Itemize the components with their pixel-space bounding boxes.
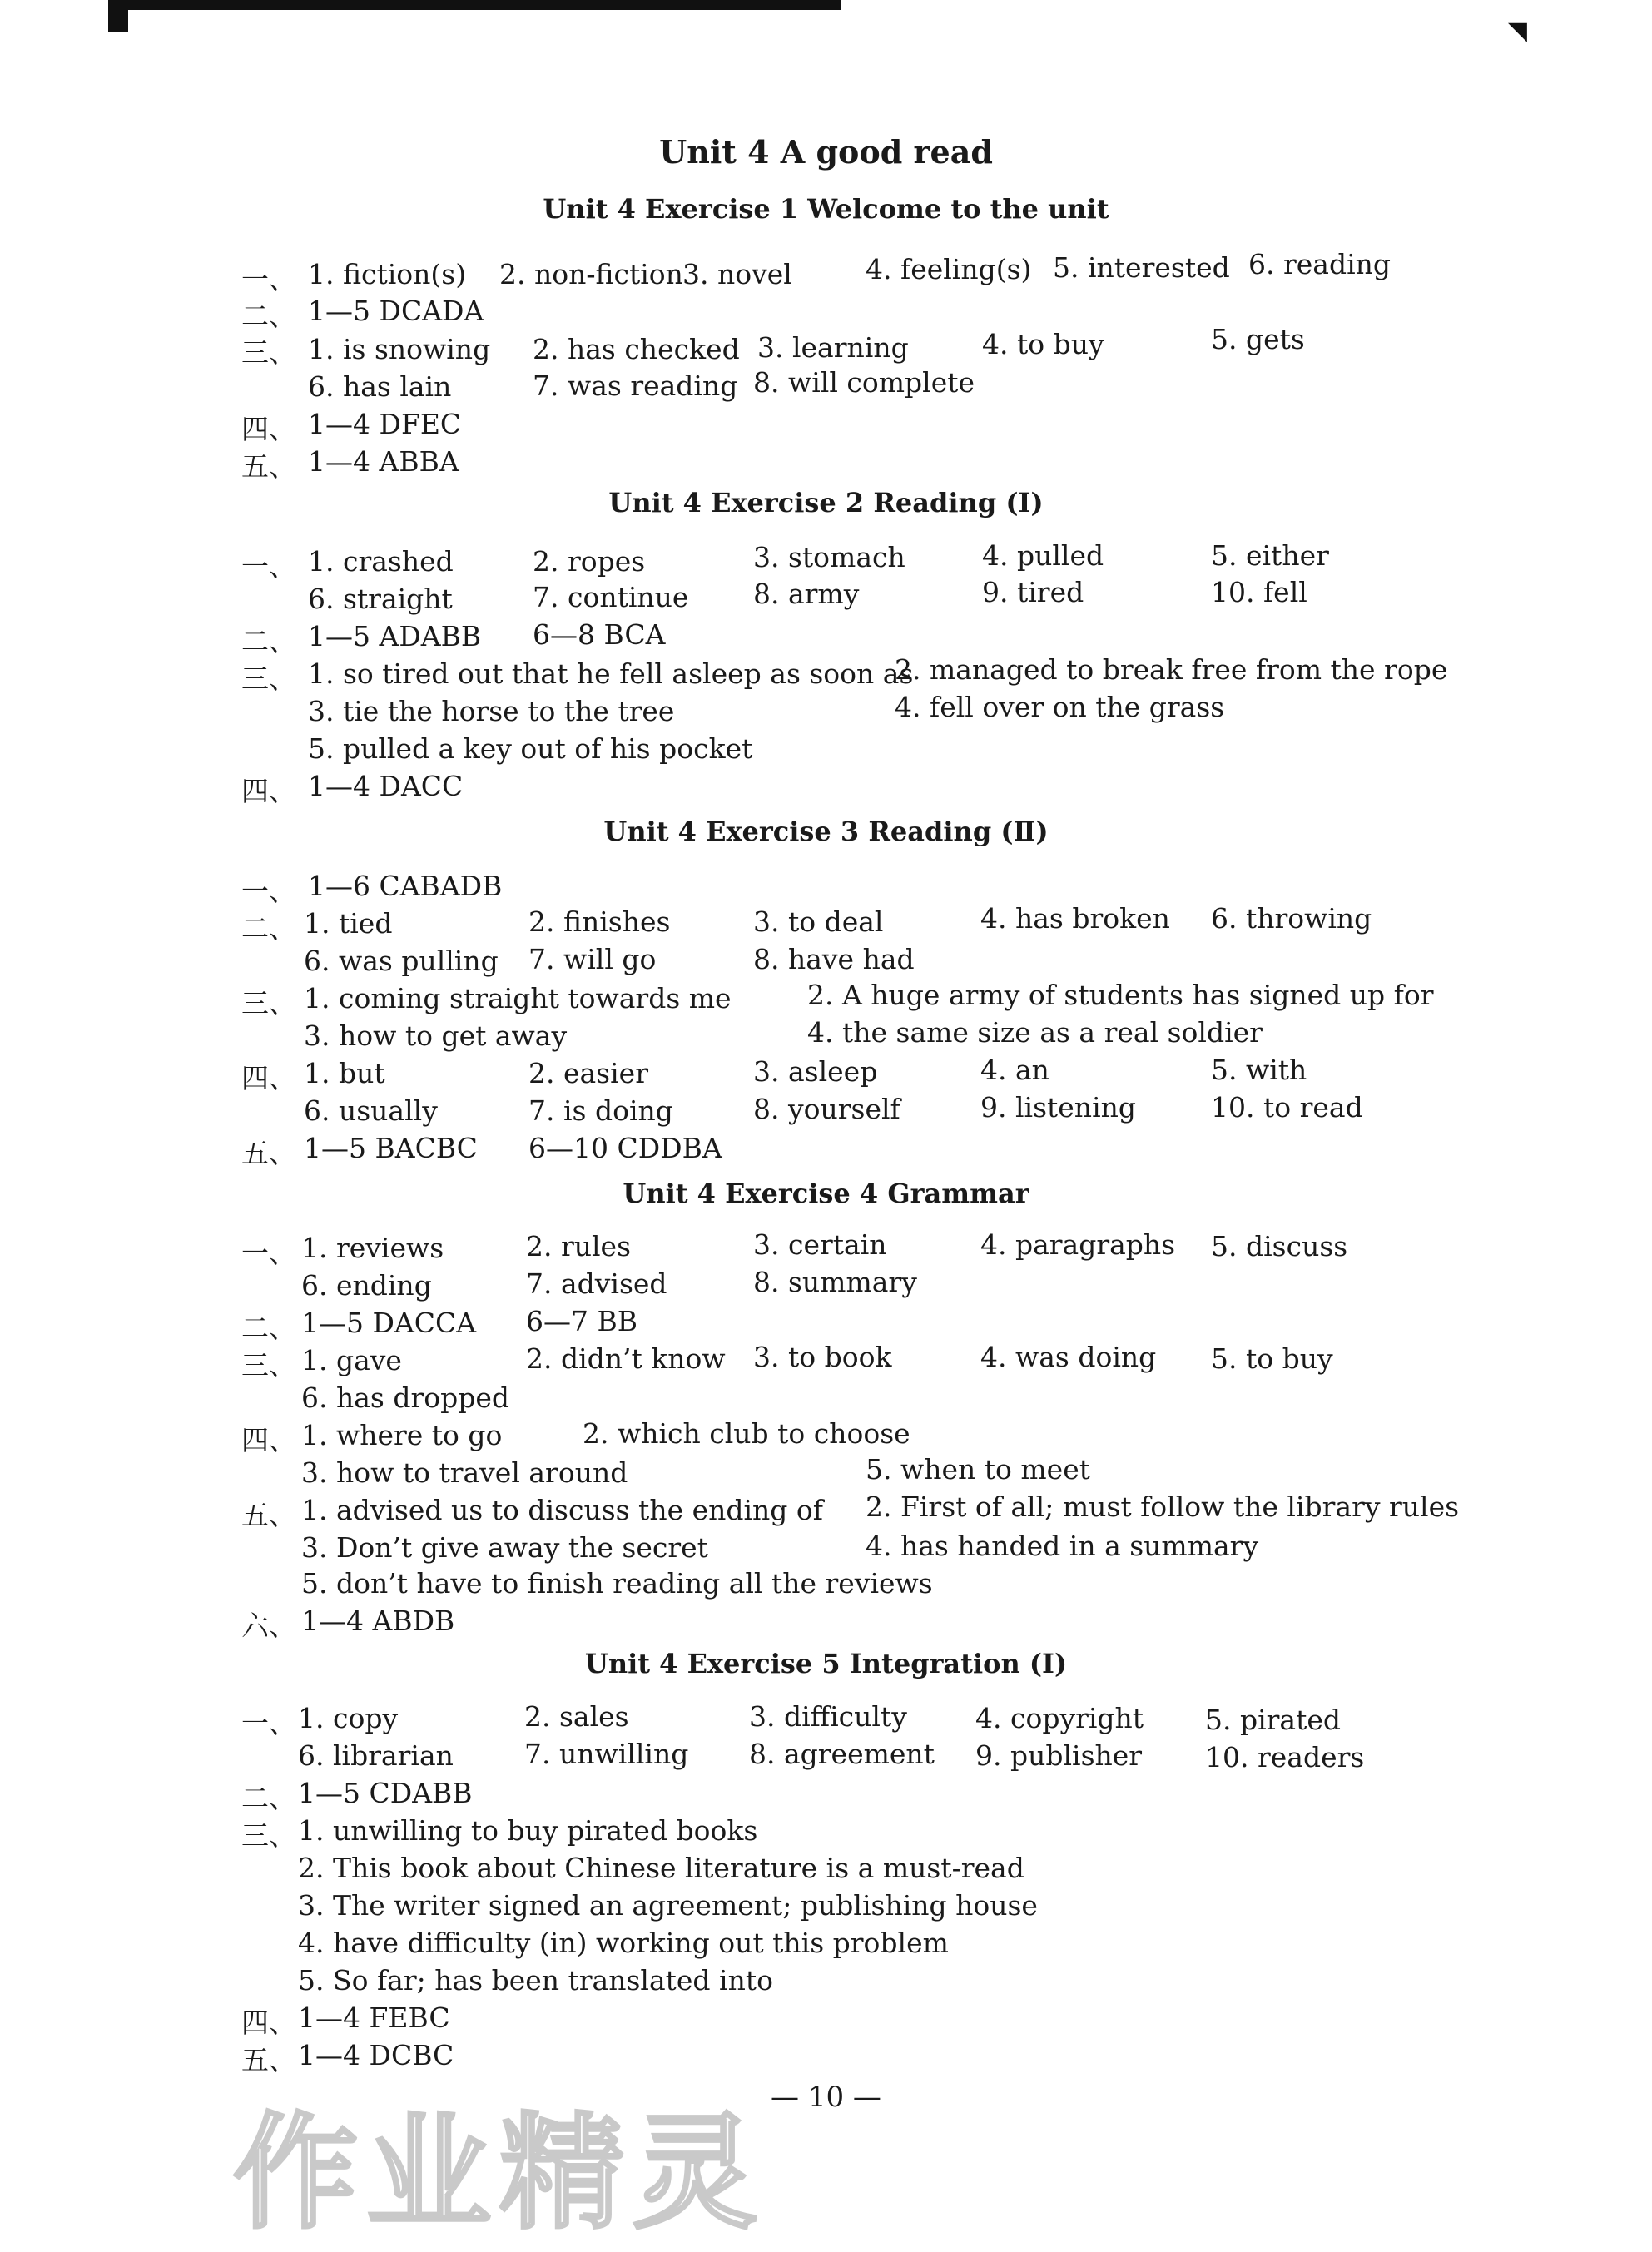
answer: 3. difficulty	[749, 1700, 907, 1733]
answer: 5. with	[1211, 1054, 1307, 1086]
answer: 3. how to get away	[304, 1019, 568, 1052]
answer: 2. rules	[526, 1230, 632, 1262]
answer: 6. ending	[301, 1269, 432, 1302]
answer: 1—5 ADABB	[308, 620, 482, 652]
answer: 3. The writer signed an agreement; publishing house	[298, 1889, 1038, 1922]
answer: 1—5 DCADA	[308, 295, 484, 327]
answer: 3. stomach	[753, 541, 905, 573]
answer: 10. readers	[1205, 1741, 1365, 1773]
scan-top-border	[108, 0, 841, 10]
answer: 2. sales	[524, 1700, 629, 1733]
answer: 8. army	[753, 578, 860, 610]
answer: 5. pirated	[1205, 1704, 1342, 1736]
section-number: 三、	[241, 987, 296, 1019]
answer: 2. First of all; must follow the library rules	[866, 1491, 1460, 1523]
answer: 6. has dropped	[301, 1381, 509, 1414]
answer: 8. will complete	[753, 366, 975, 399]
answer: 4. have difficulty (in) working out this problem	[298, 1927, 949, 1959]
answer: 6—8 BCA	[533, 618, 666, 651]
answer: 1. unwilling to buy pirated books	[298, 1814, 758, 1847]
section-number: 二、	[241, 1782, 296, 1814]
section-number: 三、	[241, 662, 296, 695]
answer: 1. gave	[301, 1344, 402, 1376]
answer: 7. was reading	[533, 370, 738, 402]
answer: 1. where to go	[301, 1419, 503, 1451]
answer: 10. to read	[1211, 1091, 1363, 1124]
page-number: — 10 —	[771, 2081, 881, 2114]
section-number: 一、	[241, 875, 296, 907]
answer: 9. tired	[982, 576, 1084, 608]
answer: 1. but	[304, 1057, 385, 1089]
answer: 3. how to travel around	[301, 1456, 628, 1489]
answer: 4. pulled	[982, 539, 1104, 572]
answer: 8. have had	[753, 943, 915, 975]
corner-mark: ◥	[1507, 17, 1527, 46]
answer: 4. paragraphs	[980, 1228, 1176, 1261]
answer: 1. coming straight towards me	[304, 982, 732, 1014]
section-number: 四、	[241, 1424, 296, 1456]
answer: 1. so tired out that he fell asleep as soon as	[308, 657, 914, 690]
answer: 8. yourself	[753, 1093, 900, 1125]
answer: 2. which club to choose	[583, 1417, 910, 1450]
answer: 3. tie the horse to the tree	[308, 695, 675, 727]
section-number: 二、	[241, 300, 296, 332]
exercise-4-heading: Unit 4 Exercise 4 Grammar	[623, 1178, 1029, 1209]
answer: 4. was doing	[980, 1341, 1157, 1373]
answer: 4. the same size as a real soldier	[807, 1016, 1263, 1049]
section-number: 二、	[241, 1312, 296, 1344]
answer: 2. This book about Chinese literature is a must-read	[298, 1852, 1024, 1884]
exercise-1-heading: Unit 4 Exercise 1 Welcome to the unit	[543, 193, 1109, 225]
answer: 5. to buy	[1211, 1342, 1333, 1375]
answer: 5. gets	[1211, 323, 1305, 355]
answer: 3. learning	[757, 331, 909, 364]
section-number: 五、	[241, 2044, 296, 2076]
answer: 5. don’t have to finish reading all the reviews	[301, 1567, 933, 1600]
answer: 6. usually	[304, 1094, 438, 1127]
answer: 4. copyright	[975, 1702, 1144, 1734]
answer: 4. feeling(s)	[866, 253, 1032, 285]
answer: 1. is snowing	[308, 333, 491, 365]
page-title: Unit 4 A good read	[659, 133, 993, 171]
answer: 5. discuss	[1211, 1230, 1348, 1262]
section-number: 五、	[241, 450, 296, 483]
answer: 2. ropes	[533, 545, 646, 578]
answer: 9. listening	[980, 1091, 1136, 1124]
answer: 2. A huge army of students has signed up for	[807, 979, 1434, 1011]
answer: 1—5 DACCA	[301, 1307, 477, 1339]
answer: 7. unwilling	[524, 1738, 689, 1770]
section-number: 一、	[241, 1707, 296, 1739]
answer: 6—7 BB	[526, 1305, 637, 1337]
answer: 10. fell	[1211, 576, 1307, 608]
answer: 2. managed to break free from the rope	[895, 653, 1448, 686]
section-number: 一、	[241, 263, 296, 295]
answer: 6. was pulling	[304, 945, 499, 977]
answer: 2. has checked	[533, 333, 740, 365]
exercise-3-heading: Unit 4 Exercise 3 Reading (Ⅱ)	[603, 816, 1049, 847]
scan-corner-tick	[108, 0, 128, 32]
answer: 5. So far; has been translated into	[298, 1964, 773, 1997]
answer: 1. fiction(s)	[308, 258, 467, 290]
answer: 1. tied	[304, 907, 393, 940]
answer: 5. when to meet	[866, 1453, 1090, 1486]
answer: 6. straight	[308, 583, 453, 615]
answer: 1. advised us to discuss the ending of	[301, 1494, 823, 1526]
section-number: 五、	[241, 1499, 296, 1531]
section-number: 四、	[241, 2006, 296, 2039]
answer: 5. either	[1211, 539, 1329, 572]
answer: 3. novel	[682, 258, 792, 290]
answer: 1—4 DACC	[308, 770, 464, 802]
exercise-2-heading: Unit 4 Exercise 2 Reading (Ⅰ)	[608, 487, 1044, 518]
answer: 8. summary	[753, 1266, 917, 1298]
answer: 3. certain	[753, 1228, 887, 1261]
answer: 3. Don’t give away the secret	[301, 1531, 708, 1564]
answer: 3. asleep	[753, 1055, 878, 1088]
answer: 6. has lain	[308, 370, 452, 403]
answer: 5. interested	[1053, 251, 1230, 284]
answer: 6. throwing	[1211, 902, 1372, 935]
section-number: 四、	[241, 1062, 296, 1094]
answer: 7. advised	[526, 1267, 667, 1300]
answer: 1—4 ABBA	[308, 445, 459, 478]
answer: 7. is doing	[528, 1094, 673, 1127]
answer: 4. has broken	[980, 902, 1170, 935]
section-number: 三、	[241, 336, 296, 369]
answer: 4. has handed in a summary	[866, 1530, 1259, 1562]
watermark: 作业精灵	[233, 2101, 766, 2246]
section-number: 三、	[241, 1819, 296, 1852]
answer: 1—4 DFEC	[308, 408, 462, 440]
answer: 7. continue	[533, 581, 689, 613]
section-number: 五、	[241, 1137, 296, 1169]
answer: 1—4 DCBC	[298, 2039, 454, 2071]
answer: 8. agreement	[749, 1738, 935, 1770]
answer: 4. fell over on the grass	[895, 691, 1225, 723]
answer: 4. an	[980, 1054, 1049, 1086]
section-number: 二、	[241, 625, 296, 657]
answer: 6—10 CDDBA	[528, 1132, 722, 1164]
answer: 1—4 ABDB	[301, 1605, 455, 1637]
section-number: 三、	[241, 1349, 296, 1381]
answer: 4. to buy	[982, 328, 1104, 360]
section-number: 四、	[241, 413, 296, 445]
answer: 1. copy	[298, 1702, 399, 1734]
answer: 1—6 CABADB	[308, 870, 503, 902]
answer: 7. will go	[528, 943, 657, 975]
section-number: 六、	[241, 1610, 296, 1642]
answer: 3. to deal	[753, 905, 884, 938]
answer: 1. reviews	[301, 1232, 444, 1264]
answer: 1—4 FEBC	[298, 2002, 450, 2034]
answer: 2. non-fiction	[499, 258, 683, 290]
answer: 2. didn’t know	[526, 1342, 726, 1375]
answer: 1—5 CDABB	[298, 1777, 473, 1809]
answer: 3. to book	[753, 1341, 892, 1373]
section-number: 一、	[241, 1237, 296, 1269]
answer: 2. finishes	[528, 905, 671, 938]
answer: 1. crashed	[308, 545, 454, 578]
answer: 2. easier	[528, 1057, 648, 1089]
section-number: 四、	[241, 775, 296, 807]
exercise-5-heading: Unit 4 Exercise 5 Integration (Ⅰ)	[584, 1648, 1068, 1679]
section-number: 二、	[241, 912, 296, 945]
section-number: 一、	[241, 550, 296, 583]
answer: 5. pulled a key out of his pocket	[308, 732, 753, 765]
answer: 6. reading	[1248, 248, 1392, 280]
answer: 9. publisher	[975, 1739, 1143, 1772]
answer: 1—5 BACBC	[304, 1132, 478, 1164]
answer: 6. librarian	[298, 1739, 454, 1772]
